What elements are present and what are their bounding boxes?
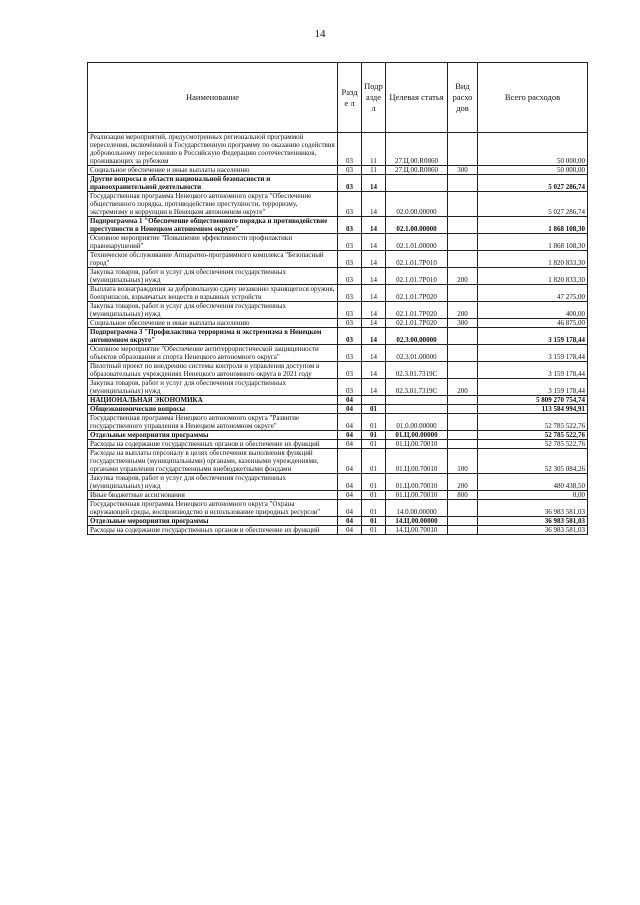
row-statya: 01.Ц.00.70010 (386, 474, 448, 491)
row-vid (448, 175, 478, 192)
table-row (88, 405, 588, 414)
budget-table (87, 62, 588, 535)
row-vid: 100 (448, 449, 478, 474)
row-statya: 02.1.01.7Р010 (386, 251, 448, 268)
row-statya (386, 405, 448, 414)
table-row (88, 251, 588, 268)
row-vid: 800 (448, 491, 478, 500)
row-podrazdel: 01 (362, 405, 386, 414)
row-statya: 01.Ц.00.70010 (386, 491, 448, 500)
table-row (88, 449, 588, 474)
row-vid (448, 133, 478, 166)
row-name: Подпрограмма 1 "Обеспечение общественного порядка и противодействие преступности в Ненецком автономном округе" (88, 217, 338, 234)
table-row (88, 133, 588, 166)
table-row (88, 302, 588, 319)
row-total: 52 785 522,76 (478, 440, 588, 449)
row-total: 1 820 833,30 (478, 251, 588, 268)
row-name: Закупка товаров, работ и услуг для обеспечения государственных (муниципальных) нужд (88, 379, 338, 396)
row-podrazdel: 01 (362, 526, 386, 535)
row-podrazdel: 11 (362, 166, 386, 175)
row-podrazdel: 14 (362, 379, 386, 396)
row-statya: 14.Ц.00.00000 (386, 517, 448, 526)
row-podrazdel: 14 (362, 175, 386, 192)
row-statya: 27.Ц.00.R0860 (386, 166, 448, 175)
table-row (88, 491, 588, 500)
row-statya: 02.3.01.00000 (386, 345, 448, 362)
table-row (88, 268, 588, 285)
row-vid (448, 517, 478, 526)
row-name: Реализация мероприятий, предусмотренных региональной программой переселения, включённой в Государственную программу по оказанию содействия добровольному переселению в Российскую Федерацию соотечественников, проживающих за рубежом (88, 133, 338, 166)
row-razdel: 04 (338, 526, 362, 535)
table-row (88, 526, 588, 535)
row-name: Выплата вознаграждения за добровольную сдачу незаконно хранящегося оружия, боеприпасов, взрывчатых веществ и взрывных устройств (88, 285, 338, 302)
row-vid: 200 (448, 302, 478, 319)
row-razdel: 04 (338, 405, 362, 414)
header-vid: Вид расхо дов (448, 63, 478, 133)
row-total: 5 027 286,74 (478, 192, 588, 217)
row-vid (448, 431, 478, 440)
row-razdel: 04 (338, 500, 362, 517)
row-podrazdel: 14 (362, 234, 386, 251)
table-row (88, 234, 588, 251)
row-total: 480 438,50 (478, 474, 588, 491)
row-total: 113 584 994,91 (478, 405, 588, 414)
table-row (88, 166, 588, 175)
row-vid (448, 328, 478, 345)
row-razdel: 04 (338, 396, 362, 405)
row-total: 36 983 581,03 (478, 526, 588, 535)
row-podrazdel: 14 (362, 319, 386, 328)
table-row (88, 474, 588, 491)
row-name: Основное мероприятие "Повышение эффективности профилактики правонарушений" (88, 234, 338, 251)
row-vid: 300 (448, 166, 478, 175)
row-statya: 02.3.00.00000 (386, 328, 448, 345)
row-total: 50 000,00 (478, 166, 588, 175)
row-podrazdel: 11 (362, 133, 386, 166)
row-razdel: 03 (338, 251, 362, 268)
row-razdel: 04 (338, 414, 362, 431)
row-podrazdel: 14 (362, 192, 386, 217)
row-vid (448, 405, 478, 414)
row-podrazdel: 01 (362, 474, 386, 491)
row-statya: 14.Ц.00.70010 (386, 526, 448, 535)
row-name: Социальное обеспечение и иные выплаты населению (88, 319, 338, 328)
row-name: Закупка товаров, работ и услуг для обеспечения государственных (муниципальных) нужд (88, 474, 338, 491)
row-total: 5 809 270 754,74 (478, 396, 588, 405)
row-razdel: 03 (338, 379, 362, 396)
row-vid (448, 440, 478, 449)
row-razdel: 03 (338, 345, 362, 362)
row-total: 3 159 178,44 (478, 328, 588, 345)
row-razdel: 03 (338, 328, 362, 345)
row-name: Основное мероприятие "Обеспечение антитеррористической защищенности объектов образования и спорта Ненецкого автономного округа" (88, 345, 338, 362)
table-row (88, 345, 588, 362)
row-statya: 01.Ц.00.00000 (386, 431, 448, 440)
row-name: Государственная программа Ненецкого автономного округа "Обеспечение общественного порядка, противодействие преступности, терроризму, экстремизму и коррупции в Ненецком автономном округе" (88, 192, 338, 217)
row-total: 52 305 084,26 (478, 449, 588, 474)
row-vid: 200 (448, 268, 478, 285)
row-podrazdel: 14 (362, 285, 386, 302)
row-statya: 02.1.01.7Р010 (386, 268, 448, 285)
table-row (88, 517, 588, 526)
table-row (88, 379, 588, 396)
page-number: 14 (314, 28, 326, 40)
table-row (88, 328, 588, 345)
row-statya (386, 175, 448, 192)
table-row (88, 217, 588, 234)
table-row (88, 319, 588, 328)
row-statya: 02.3.01.7319С (386, 379, 448, 396)
header-row (88, 63, 588, 133)
header-podrazdel: Подр аздел (362, 63, 386, 133)
row-statya: 02.1.01.7Р020 (386, 285, 448, 302)
row-razdel: 03 (338, 234, 362, 251)
row-vid (448, 526, 478, 535)
row-total: 3 159 178,44 (478, 379, 588, 396)
row-razdel: 03 (338, 133, 362, 166)
row-statya: 02.0.00.00000 (386, 192, 448, 217)
table-row (88, 414, 588, 431)
row-podrazdel: 01 (362, 440, 386, 449)
table-row (88, 192, 588, 217)
row-vid (448, 362, 478, 379)
row-total: 36 983 581,03 (478, 500, 588, 517)
row-razdel: 03 (338, 285, 362, 302)
row-name: Техническое обслуживание Аппаратно-программного комплекса "Безопасный город" (88, 251, 338, 268)
row-podrazdel: 14 (362, 345, 386, 362)
row-name: Закупка товаров, работ и услуг для обеспечения государственных (муниципальных) нужд (88, 302, 338, 319)
row-podrazdel: 01 (362, 449, 386, 474)
row-razdel: 03 (338, 217, 362, 234)
row-total: 0,00 (478, 491, 588, 500)
row-statya: 02.1.01.00000 (386, 234, 448, 251)
row-razdel: 03 (338, 268, 362, 285)
row-total: 52 785 522,76 (478, 431, 588, 440)
row-razdel: 03 (338, 166, 362, 175)
row-vid (448, 414, 478, 431)
row-total: 1 868 108,30 (478, 217, 588, 234)
row-total: 3 159 178,44 (478, 345, 588, 362)
row-vid (448, 396, 478, 405)
row-total: 36 983 581,03 (478, 517, 588, 526)
row-podrazdel (362, 396, 386, 405)
table-row (88, 396, 588, 405)
row-total: 52 785 522,76 (478, 414, 588, 431)
row-name: Подпрограмма 3 "Профилактика терроризма и экстремизма в Ненецком автономном округе" (88, 328, 338, 345)
row-name: Другие вопросы в области национальной безопасности и правоохранительной деятельности (88, 175, 338, 192)
row-name: Отдельные мероприятия программы (88, 431, 338, 440)
table-row (88, 175, 588, 192)
row-total: 46 875,00 (478, 319, 588, 328)
row-podrazdel: 01 (362, 517, 386, 526)
row-podrazdel: 01 (362, 414, 386, 431)
row-statya: 02.1.01.7Р020 (386, 302, 448, 319)
header-name: Наименование (88, 63, 338, 133)
row-podrazdel: 14 (362, 362, 386, 379)
row-statya: 27.Ц.00.R0860 (386, 133, 448, 166)
row-vid (448, 217, 478, 234)
header-razdel: Разде л (338, 63, 362, 133)
row-podrazdel: 14 (362, 302, 386, 319)
row-podrazdel: 14 (362, 251, 386, 268)
row-vid (448, 345, 478, 362)
header-total: Всего расходов (478, 63, 588, 133)
table-row (88, 362, 588, 379)
row-vid (448, 285, 478, 302)
row-podrazdel: 01 (362, 491, 386, 500)
row-statya: 14.0.00.00000 (386, 500, 448, 517)
row-statya: 02.1.00.00000 (386, 217, 448, 234)
row-name: Закупка товаров, работ и услуг для обеспечения государственных (муниципальных) нужд (88, 268, 338, 285)
row-razdel: 04 (338, 474, 362, 491)
row-name: НАЦИОНАЛЬНАЯ ЭКОНОМИКА (88, 396, 338, 405)
row-razdel: 03 (338, 175, 362, 192)
row-vid (448, 192, 478, 217)
row-statya: 02.3.01.7319С (386, 362, 448, 379)
row-total: 47 275,00 (478, 285, 588, 302)
row-razdel: 04 (338, 449, 362, 474)
row-razdel: 04 (338, 491, 362, 500)
row-podrazdel: 01 (362, 431, 386, 440)
row-razdel: 03 (338, 362, 362, 379)
row-vid: 200 (448, 474, 478, 491)
table-row (88, 500, 588, 517)
row-statya: 01.0.00.00000 (386, 414, 448, 431)
row-name: Государственная программа Ненецкого автономного округа "Охрана окружающей среды, воспроизводство и использование природных ресурсов" (88, 500, 338, 517)
row-razdel: 04 (338, 431, 362, 440)
row-total: 1 868 108,30 (478, 234, 588, 251)
row-name: Общеэкономические вопросы (88, 405, 338, 414)
row-vid (448, 500, 478, 517)
row-total: 50 000,00 (478, 133, 588, 166)
row-podrazdel: 01 (362, 500, 386, 517)
row-name: Отдельные мероприятия программы (88, 517, 338, 526)
header-statya: Целевая статья (386, 63, 448, 133)
row-razdel: 04 (338, 517, 362, 526)
row-name: Социальное обеспечение и иные выплаты населению (88, 166, 338, 175)
table-row (88, 285, 588, 302)
row-podrazdel: 14 (362, 328, 386, 345)
row-razdel: 03 (338, 192, 362, 217)
row-vid: 200 (448, 379, 478, 396)
row-podrazdel: 14 (362, 268, 386, 285)
row-vid (448, 234, 478, 251)
row-total: 400,00 (478, 302, 588, 319)
row-total: 3 159 178,44 (478, 362, 588, 379)
row-statya: 01.Ц.00.70010 (386, 449, 448, 474)
row-name: Иные бюджетные ассигнования (88, 491, 338, 500)
row-name: Расходы на содержание государственных органов и обеспечение их функций (88, 526, 338, 535)
row-name: Пилотный проект по внедрению системы контроля и управления доступом в образовательных учреждениях Ненецкого автономного округа в 2021 году (88, 362, 338, 379)
row-podrazdel: 14 (362, 217, 386, 234)
row-razdel: 03 (338, 319, 362, 328)
row-razdel: 03 (338, 302, 362, 319)
row-statya: 01.Ц.00.70010 (386, 440, 448, 449)
row-total: 1 820 833,30 (478, 268, 588, 285)
table-row (88, 431, 588, 440)
row-razdel: 04 (338, 440, 362, 449)
row-total: 5 027 286,74 (478, 175, 588, 192)
row-vid: 300 (448, 319, 478, 328)
row-name: Государственная программа Ненецкого автономного округа "Развитие государственного управления в Ненецком автономном округе" (88, 414, 338, 431)
row-name: Расходы на выплаты персоналу в целях обеспечения выполнения функций государственными (муниципальными) органами, казенными учреждениями, органами управления государственными внебюджетными фондами (88, 449, 338, 474)
table-row (88, 440, 588, 449)
row-statya: 02.1.01.7Р020 (386, 319, 448, 328)
row-statya (386, 396, 448, 405)
row-vid (448, 251, 478, 268)
row-name: Расходы на содержание государственных органов и обеспечение их функций (88, 440, 338, 449)
